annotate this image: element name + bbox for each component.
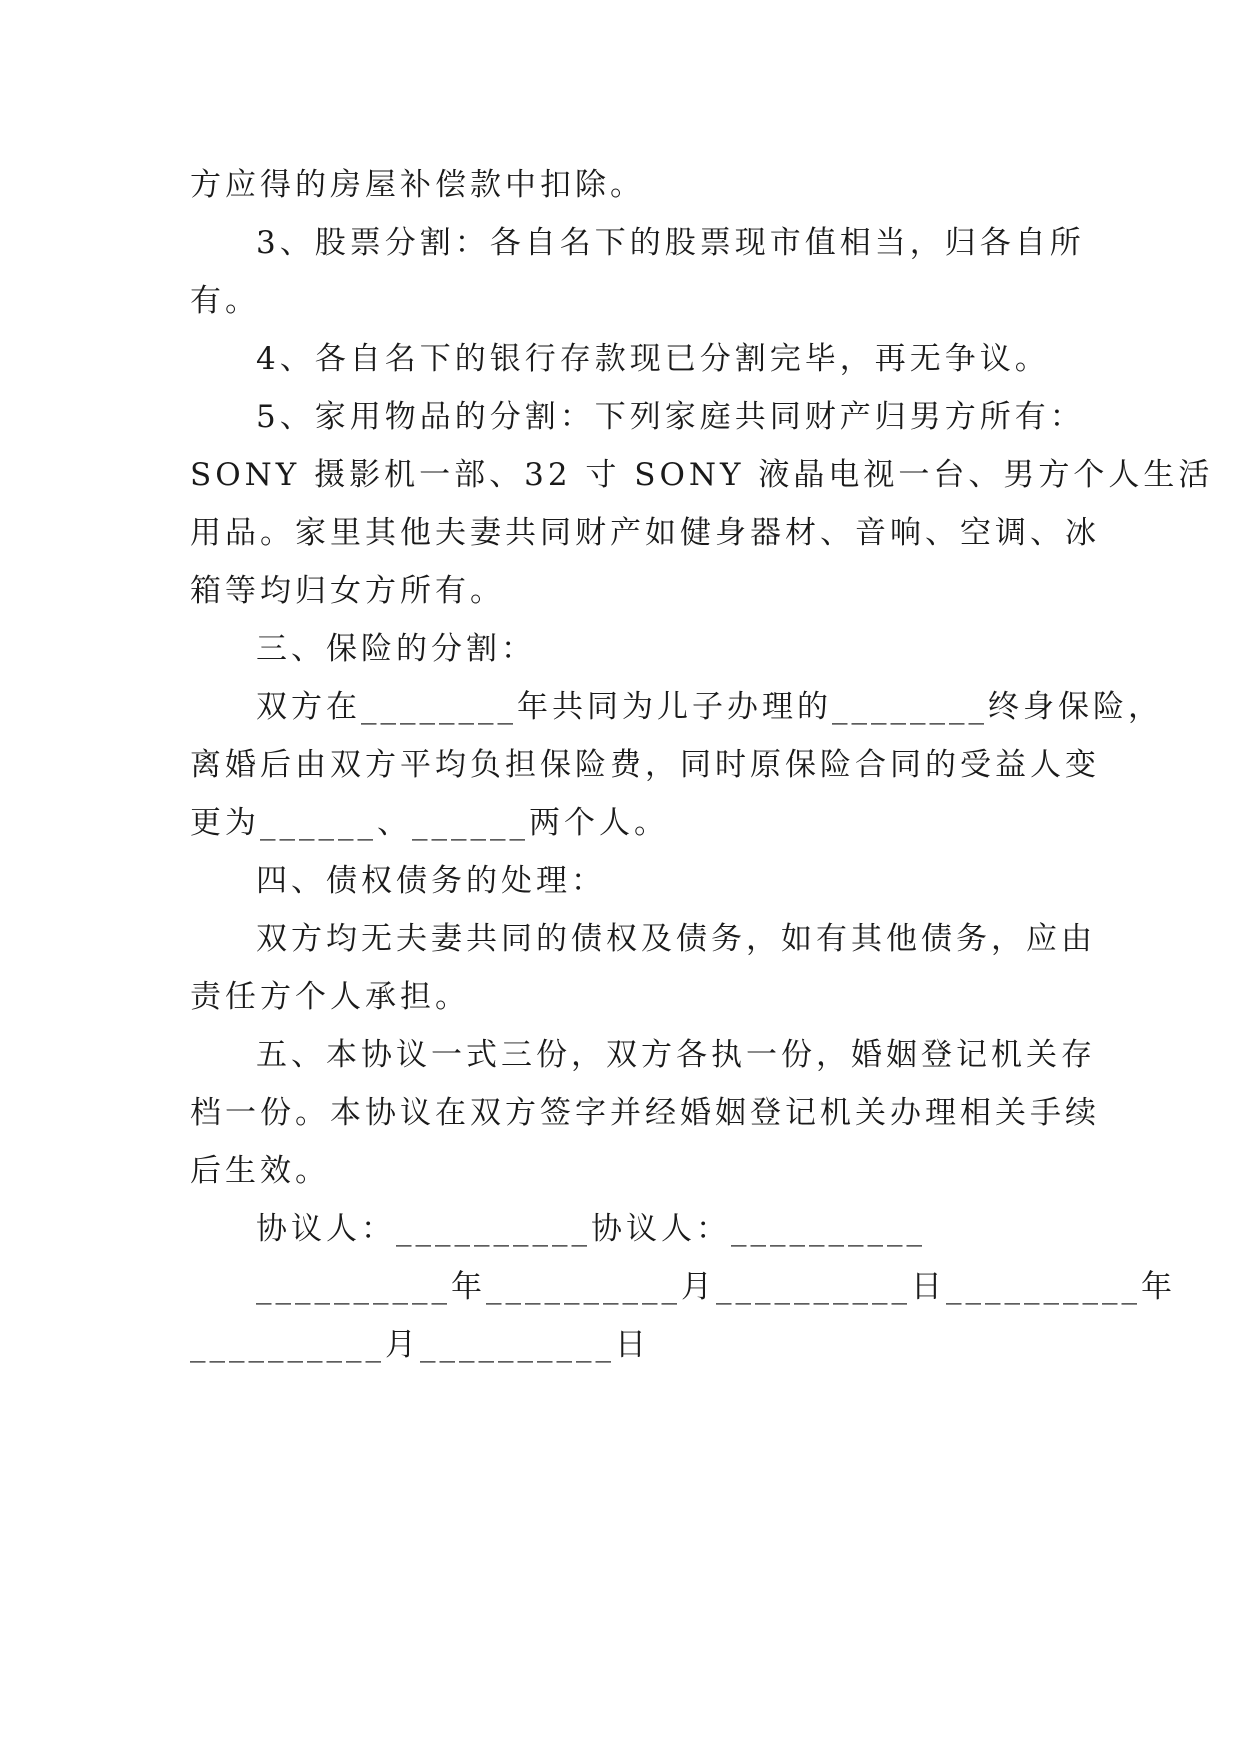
paragraph-line: 4、各自名下的银行存款现已分割完毕，再无争议。 [256,341,1050,377]
document-body [190,156,1214,1374]
section-heading: 四、债权债务的处理： [256,863,606,899]
paragraph-line: 更为______、______两个人。 [190,805,669,841]
paragraph-line: 有。 [190,283,260,319]
date-line: __________月__________日 [190,1327,650,1363]
paragraph-line: 双方在________年共同为儿子办理的________终身保险， [256,689,1163,725]
paragraph-line: 5、家用物品的分割：下列家庭共同财产归男方所有： [256,399,1085,435]
paragraph-line: 五、本协议一式三份，双方各执一份，婚姻登记机关存 [256,1037,1096,1073]
paragraph-line: 用品。家里其他夫妻共同财产如健身器材、音响、空调、冰 [190,515,1100,551]
paragraph-line: SONY 摄影机一部、32 寸 SONY 液晶电视一台、男方个人生活 [190,457,1214,493]
paragraph-line: 后生效。 [190,1153,330,1189]
date-line: __________年__________月__________日__________年 [256,1269,1176,1305]
paragraph-line: 档一份。本协议在双方签字并经婚姻登记机关办理相关手续 [190,1095,1100,1131]
paragraph-line: 3、股票分割：各自名下的股票现市值相当，归各自所 [256,225,1085,261]
paragraph-line: 箱等均归女方所有。 [190,573,505,609]
paragraph-line: 方应得的房屋补偿款中扣除。 [190,167,645,203]
paragraph-line: 离婚后由双方平均负担保险费，同时原保险合同的受益人变 [190,747,1100,783]
signature-line: 协议人：__________协议人：__________ [256,1211,926,1247]
section-heading: 三、保险的分割： [256,631,536,667]
paragraph-line: 双方均无夫妻共同的债权及债务，如有其他债务，应由 [256,921,1096,957]
paragraph-line: 责任方个人承担。 [190,979,470,1015]
